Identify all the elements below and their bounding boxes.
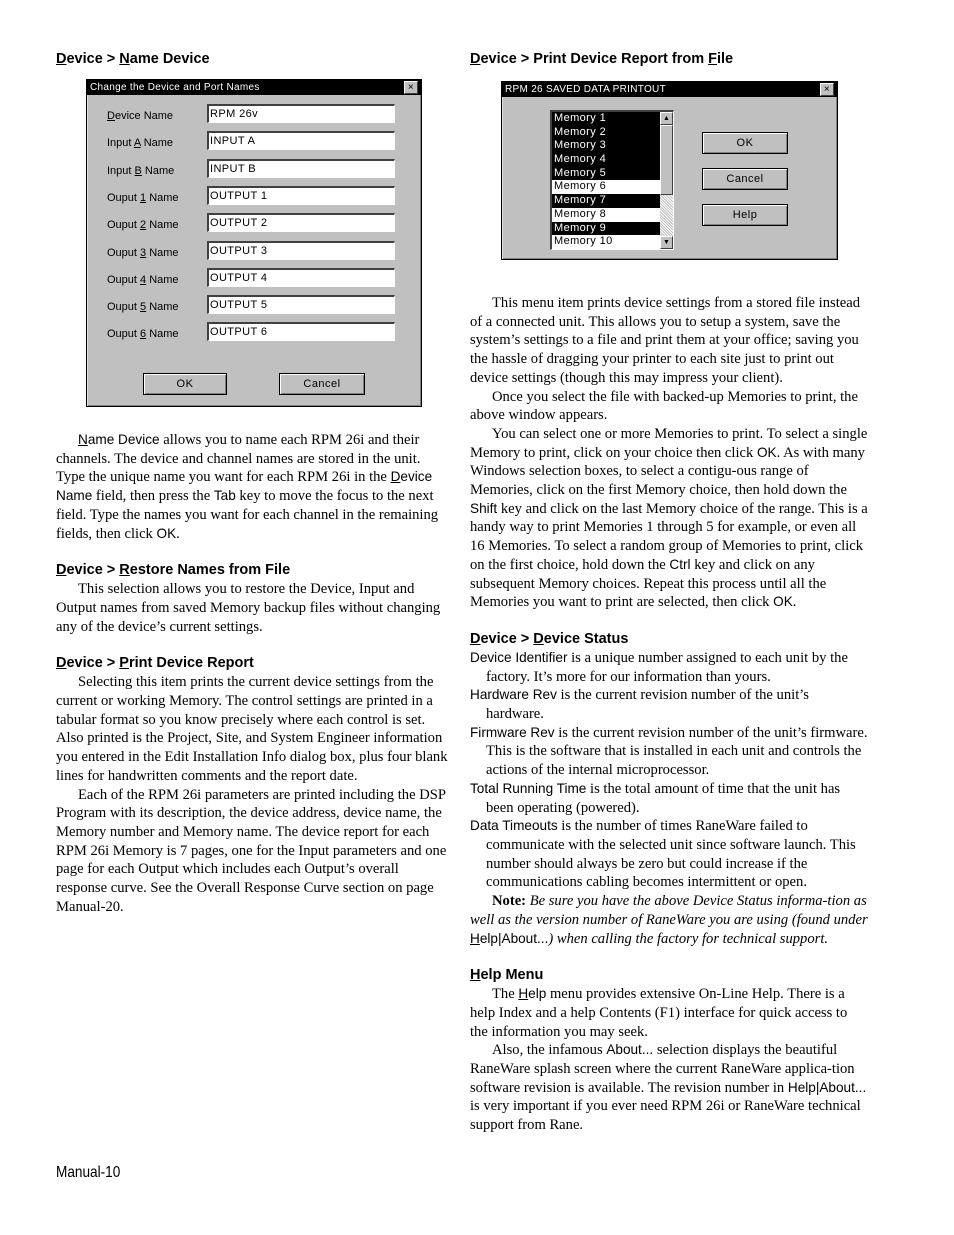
cancel-button[interactable]: Cancel: [702, 168, 788, 190]
memory-list-item[interactable]: Memory 10: [554, 235, 613, 248]
ok-button[interactable]: OK: [143, 373, 227, 395]
scroll-up-icon[interactable]: ▲: [660, 112, 673, 125]
heading-restore-names: Device > Restore Names from File: [56, 562, 291, 579]
heading-name-device: Device > Name Device: [56, 51, 210, 67]
heading-help-menu: Help Menu: [470, 967, 544, 984]
paragraph-restore-names: This selection allows you to restore the Device, Input and Output names from saved Memory backup files without changing any of the device’s current settings.: [56, 581, 441, 635]
name-input[interactable]: OUTPUT 3: [207, 241, 395, 260]
help-button[interactable]: Help: [702, 204, 788, 226]
dialog-titlebar: [87, 80, 421, 95]
left-column: [56, 50, 452, 916]
field-label: Ouput 6 Name: [107, 328, 179, 341]
scroll-thumb[interactable]: [660, 125, 673, 195]
heading-device-status: Device > Device Status: [470, 630, 629, 647]
paragraph-help-1: The Help menu provides extensive On-Line Help. There is a help Index and a help Contents (F1) interface for quick access to the information you may seek.: [470, 986, 848, 1040]
status-item: Data Timeouts is the number of times RaneWare failed to communicate with the selected unit since software launch. This number should always be zero but could increase if the communications cabling becomes intermittent or open.: [470, 818, 856, 891]
close-icon[interactable]: ×: [820, 83, 834, 96]
note-paragraph: Note: Be sure you have the above Device Status informa-tion as well as the version number of RaneWare you are using (found under Help|About...) when calling the factory for technical support.: [470, 893, 868, 947]
device-status-list: [470, 649, 868, 892]
paragraph-name-device: Name Device allows you to name each RPM 26i and their channels. The device and channel names are stored in the unit. Type the unique name you want for each RPM 26i in the Device Name field, then press the Tab key to move the focus to the next field. Type the names you want for each channel in the remaining fields, then click OK.: [56, 432, 439, 542]
memory-list-item[interactable]: Memory 4: [552, 153, 661, 167]
right-column: [470, 50, 868, 1135]
paragraph-help-2: Also, the infamous About... selection displays the beautiful RaneWare splash screen where the current RaneWare applica-tion software revision is available. The revision number in Help|About... is very important if you ever need RPM 26i or RaneWare technical support from Rane.: [470, 1042, 867, 1134]
memory-list-item[interactable]: Memory 5: [552, 167, 661, 181]
status-item: Firmware Rev is the current revision number of the unit’s firmware. This is the software that is installed in each unit and controls the actions of the internal microprocessor.: [470, 724, 868, 779]
heading-print-from-file: Device > Print Device Report from File: [470, 51, 734, 67]
memory-list-item[interactable]: Memory 8: [554, 207, 607, 220]
scroll-down-icon[interactable]: ▼: [660, 236, 673, 249]
memory-listbox[interactable]: [550, 110, 674, 250]
paragraph-print-report-1: Selecting this item prints the current device settings from the current or working Memory. The control settings are printed in a tabular format so you know precisely where each control is set. Also printed is the Project, Site, and System Engineer information you entered in the Edit Installation Info dialog box, plus four blank lines for handwritten comments and the report date.: [56, 674, 448, 784]
memory-list-item[interactable]: Memory 1: [552, 112, 661, 126]
memory-list-item[interactable]: Memory 9: [552, 222, 661, 236]
dialog1-wrapper: [56, 79, 452, 431]
saved-data-printout-dialog: [501, 81, 838, 260]
status-item: Device Identifier is a unique number assigned to each unit by the factory. It’s more for our information than yours.: [470, 649, 848, 685]
change-names-dialog: [86, 79, 422, 407]
memory-list-item[interactable]: Memory 3: [552, 139, 661, 153]
dialog2-wrapper: [470, 81, 868, 294]
field-label: Input A Name: [107, 137, 174, 150]
paragraph-print-file-2: Once you select the file with backed-up Memories to print, the above window appears.: [470, 388, 858, 424]
name-input[interactable]: INPUT B: [207, 159, 395, 178]
cancel-button[interactable]: Cancel: [279, 373, 365, 395]
paragraph-print-file-3: You can select one or more Memories to print. To select a single Memory to print, click on your choice then click OK. As with many Windows selection boxes, to select a contigu-ous range of Memories, click on the first Memory choice, then hold down the Shift key and click on the last Memory choice of the range. This is a handy way to print Memories 1 through 5 for example, or even all 16 Memories. To select a random group of Memories to print, click on the first choice, hold down the Ctrl key and click on any subsequent Memory choices. Repeat this process until all the Memories you want to print are selected, then click OK.: [470, 425, 868, 611]
name-input[interactable]: RPM 26v: [207, 104, 395, 123]
paragraph-print-file-1: This menu item prints device settings from a stored file instead of a connected unit. This allows you to setup a system, save the system’s settings to a file and print them at your office; saving you the hassle of dragging your printer to each site just to print out device settings (though this may impress your client).: [470, 295, 861, 386]
page-footer: Manual-10: [56, 1164, 121, 1181]
memory-list-item[interactable]: Memory 7: [552, 194, 661, 208]
memory-list-item[interactable]: Memory 2: [552, 126, 661, 140]
name-input[interactable]: OUTPUT 1: [207, 186, 395, 205]
dialog-title: Change the Device and Port Names: [90, 82, 260, 93]
field-label: Ouput 1 Name: [107, 191, 179, 204]
field-label: Ouput 2 Name: [107, 219, 179, 232]
name-input[interactable]: OUTPUT 2: [207, 213, 395, 232]
field-label: Ouput 4 Name: [107, 273, 179, 286]
dialog-titlebar: [502, 82, 837, 97]
paragraph-print-report-2: Each of the RPM 26i parameters are printed including the DSP Program with its description, the device address, device name, the Memory number and Memory name. The device report for each RPM 26i Memory is 7 pages, one for the Input parameters and one page for each Output which includes each Output’s overall response curve. See the Overall Response Curve section on page Manual-20.: [56, 786, 447, 915]
name-input[interactable]: OUTPUT 6: [207, 322, 395, 341]
scrollbar[interactable]: [660, 112, 673, 249]
status-item: Total Running Time is the total amount of time that the unit has been operating (powered).: [470, 780, 841, 816]
memory-list-item[interactable]: Memory 6: [554, 180, 607, 193]
name-input[interactable]: INPUT A: [207, 131, 395, 150]
field-label: Input B Name: [107, 164, 175, 177]
status-item: Hardware Rev is the current revision number of the unit’s hardware.: [470, 687, 809, 723]
field-label: Ouput 5 Name: [107, 301, 179, 314]
ok-button[interactable]: OK: [702, 132, 788, 154]
name-input[interactable]: OUTPUT 5: [207, 295, 395, 314]
dialog-title: RPM 26 SAVED DATA PRINTOUT: [505, 84, 666, 95]
field-label: Ouput 3 Name: [107, 246, 179, 259]
heading-print-device-report: Device > Print Device Report: [56, 655, 254, 672]
field-label: Device Name: [107, 110, 174, 122]
name-input[interactable]: OUTPUT 4: [207, 268, 395, 287]
close-icon[interactable]: ×: [404, 81, 418, 94]
